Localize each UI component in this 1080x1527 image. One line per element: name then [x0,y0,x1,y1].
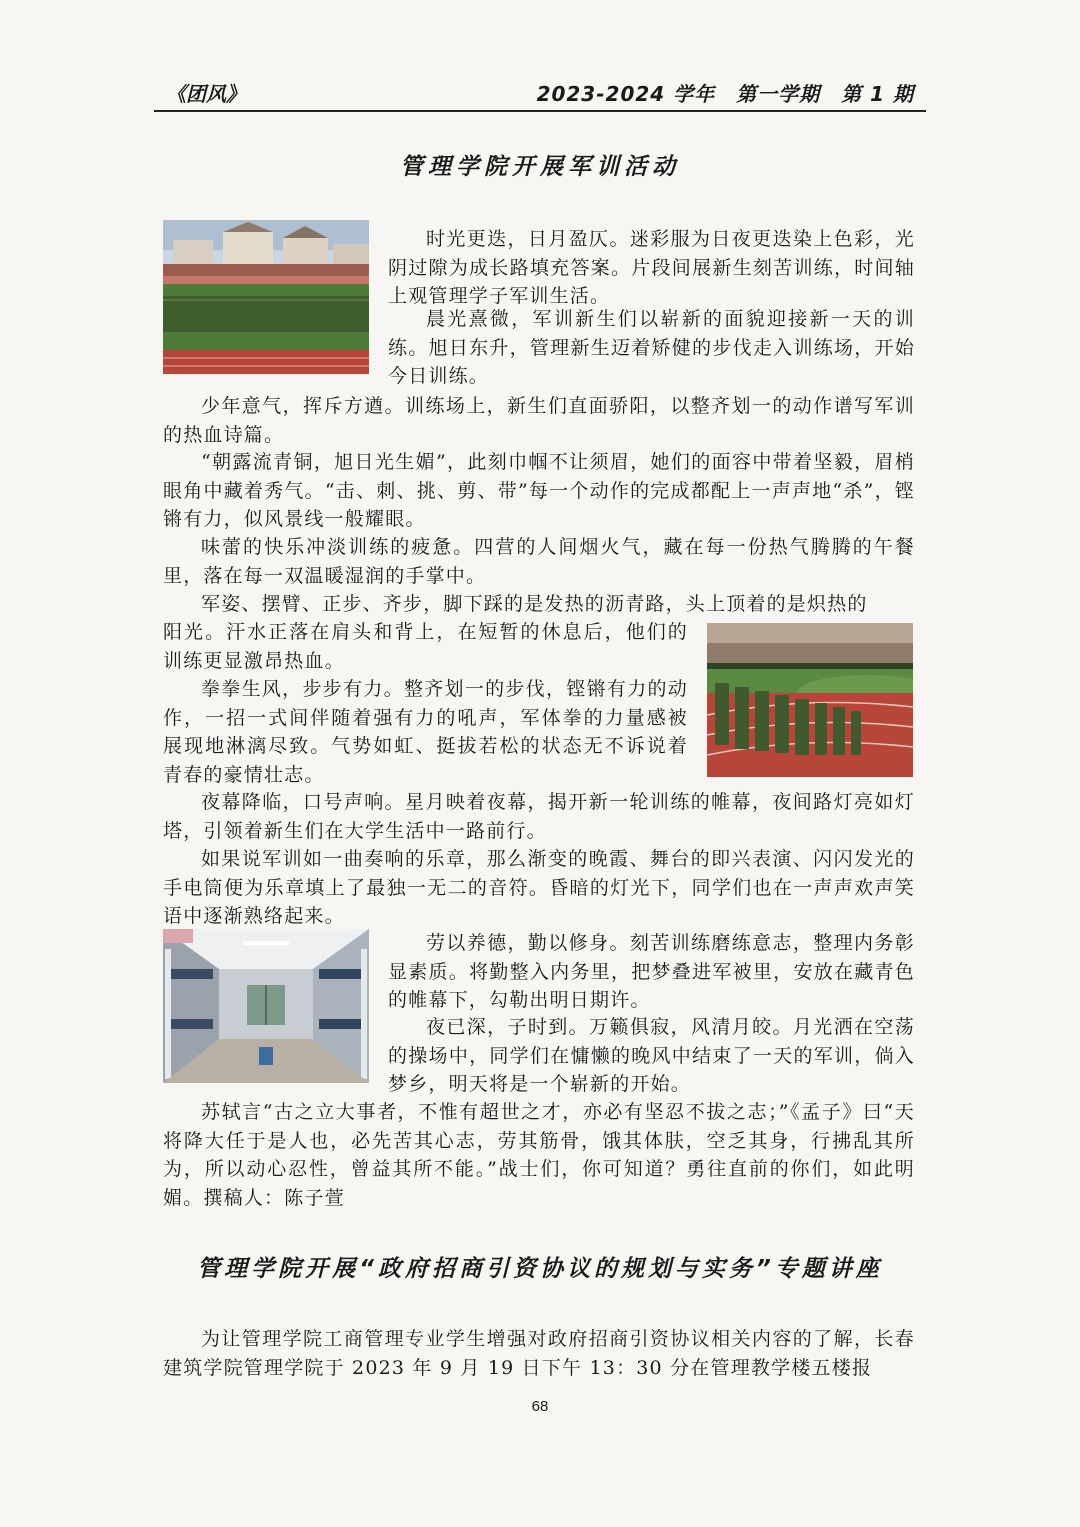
paragraph: 阳光。汗水正落在肩头和背上，在短暂的休息后，他们的训练更显激昂热血。 [163,621,688,672]
paragraph: 苏轼言“古之立大事者，不惟有超世之才，亦必有坚忍不拔之志；”《孟子》曰“天将降大任于是人也，必先苦其心志，劳其筋骨，饿其体肤，空乏其身，行拂乱其所为，所以动心忍性，曾益其所不能。”战士们，你可知道？勇往直前的你们，如此明媚。撰稿人：陈子萱 [163,1101,915,1209]
header-divider [154,110,926,112]
page-number: 68 [531,1398,549,1415]
issue-info: 2023-2024 学年 第一学期 第 1 期 [536,82,914,106]
paragraph: 为让管理学院工商管理专业学生增强对政府招商引资协议相关内容的了解，长春建筑学院管理学院于 2023 年 9 月 19 日下午 13：30 分在管理教学楼五楼报 [163,1328,915,1379]
article-title: 管理学院开展“政府招商引资协议的规划与实务”专题讲座 [197,1256,883,1282]
paragraph: 如果说军训如一曲奏响的乐章，那么渐变的晚霞、舞台的即兴表演、闪闪发光的手电筒便为乐章填上了最独一无二的音符。昏暗的灯光下，同学们也在一声声欢声笑语中逐渐熟络起来。 [163,848,915,927]
photo-dormitory [163,929,369,1083]
photo-marching-track [707,623,913,777]
page-header [160,78,922,108]
paragraph: 晨光熹微，军训新生们以崭新的面貌迎接新一天的训练。旭日东升，管理新生迈着矫健的步伐走入训练场，开始今日训练。 [388,308,915,387]
paragraph: 味蕾的快乐冲淡训练的疲惫。四营的人间烟火气，藏在每一份热气腾腾的午餐里，落在每一双温暖湿润的手掌中。 [163,536,915,587]
paragraph: 军姿、摆臂、正步、齐步，脚下踩的是发热的沥青路，头上顶着的是炽热的 [201,593,868,615]
paragraph: 少年意气，挥斥方遒。训练场上，新生们直面骄阳，以整齐划一的动作谱写军训的热血诗篇。 [163,395,915,446]
journal-name: 《团风》 [166,82,246,106]
paragraph: “朝露流青铜，旭日光生媚”，此刻巾帼不让须眉，她们的面容中带着坚毅，眉梢眼角中藏着秀气。“击、刺、挑、剪、带”每一个动作的完成都配上一声声地“杀”，铿锵有力，似风景线一般耀眼。 [163,451,915,530]
paragraph: 夜已深，子时到。万籁俱寂，风清月皎。月光洒在空荡的操场中，同学们在慵懒的晚风中结束了一天的军训，倘入梦乡，明天将是一个崭新的开始。 [388,1016,915,1095]
paragraph: 拳拳生风，步步有力。整齐划一的步伐，铿锵有力的动作，一招一式间伴随着强有力的吼声，军体拳的力量感被展现地淋漓尽致。气势如虹、挺拔若松的状态无不诉说着青春的豪情壮志。 [163,678,688,786]
photo-parade-ground [163,220,369,374]
paragraph: 夜幕降临，口号声响。星月映着夜幕，揭开新一轮训练的帷幕，夜间路灯亮如灯塔，引领着新生们在大学生活中一路前行。 [163,791,915,842]
paragraph: 时光更迭，日月盈仄。迷彩服为日夜更迭染上色彩，光阴过隙为成长路填充答案。片段间展新生刻苦训练，时间轴上观管理学子军训生活。 [388,228,915,307]
article-title: 管理学院开展军训活动 [400,154,680,180]
paragraph: 劳以养德，勤以修身。刻苦训练磨练意志，整理内务彰显素质。将勤整入内务里，把梦叠进军被里，安放在藏青色的帷幕下，勾勒出明日期许。 [388,932,915,1011]
